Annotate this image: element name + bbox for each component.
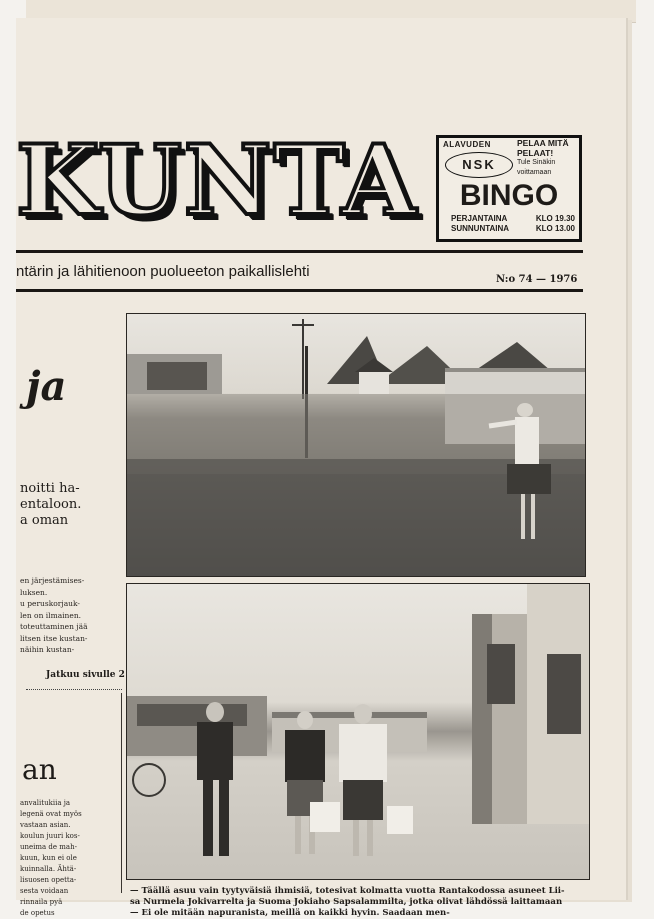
- article-lead-text: noitti ha- entaloon. a oman: [20, 481, 82, 528]
- masthead-rule-bottom: [16, 289, 583, 292]
- second-article-text: anvalitukiia ja legenä ovat myös vastaan asian. koulun juuri kos- uneima de mah- kuun, kun ei ole kuinnalla. Ähtä- lisuosen opetta- sesta voidaan rinnaila pyä de opetus: [20, 799, 82, 917]
- club-logo: NSK: [445, 152, 513, 178]
- bingo-advertisement: [436, 135, 582, 242]
- photo-residents: [126, 583, 590, 880]
- ad-day-2: SUNNUNTAINA: [451, 224, 510, 233]
- second-headline-fragment: an: [22, 753, 57, 786]
- ad-game-title: BINGO: [459, 179, 559, 212]
- issue-number: N:o 74 — 1976: [496, 274, 578, 285]
- ad-header: [439, 138, 579, 182]
- photo-field-and-building: [126, 313, 586, 577]
- ad-slogan: PELAA MITÄ PELAAT! Tule Sinäkin voittamaan: [517, 138, 569, 176]
- masthead-rule-top: [16, 250, 583, 253]
- newspaper-subtitle: ntärin ja lähitienoon puolueeton paikallislehti: [16, 263, 310, 280]
- ad-time-1: KLO 19.30: [535, 214, 575, 223]
- photo-residents-illustration: [127, 584, 589, 879]
- newspaper-page: [16, 18, 626, 918]
- ad-time-2: KLO 13.00: [535, 224, 575, 233]
- article-body-text: en järjestämises- luksen. u peruskorjauk- len on ilmainen. toteuttaminen jää litsen itse kustan- näihin kustan-: [20, 576, 88, 654]
- article-headline-fragment: ja: [26, 363, 67, 410]
- ad-schedule: [451, 214, 575, 234]
- photo-caption: — Täällä asuu vain tyytyväisiä ihmisiä, totesivat kolmatta vuotta Rantakodossa asuneet Lii- sa Nurmela Jokivarrelta ja Suoma Jokiaho Sapsalammilta, jotka olivat lähdössä laittamaan — Ei ole mitään napuranista, meillä on kaikki hyvin. Saadaan men-: [130, 886, 565, 918]
- ad-day-1: PERJANTAINA: [451, 214, 508, 223]
- ad-town: ALAVUDEN: [443, 140, 491, 149]
- column-rule: [121, 693, 122, 893]
- column-divider: [26, 689, 122, 690]
- masthead-title: KUNTA: [16, 124, 419, 237]
- continued-notice: Jatkuu sivulle 2: [46, 670, 125, 680]
- photo-field-illustration: [127, 314, 585, 576]
